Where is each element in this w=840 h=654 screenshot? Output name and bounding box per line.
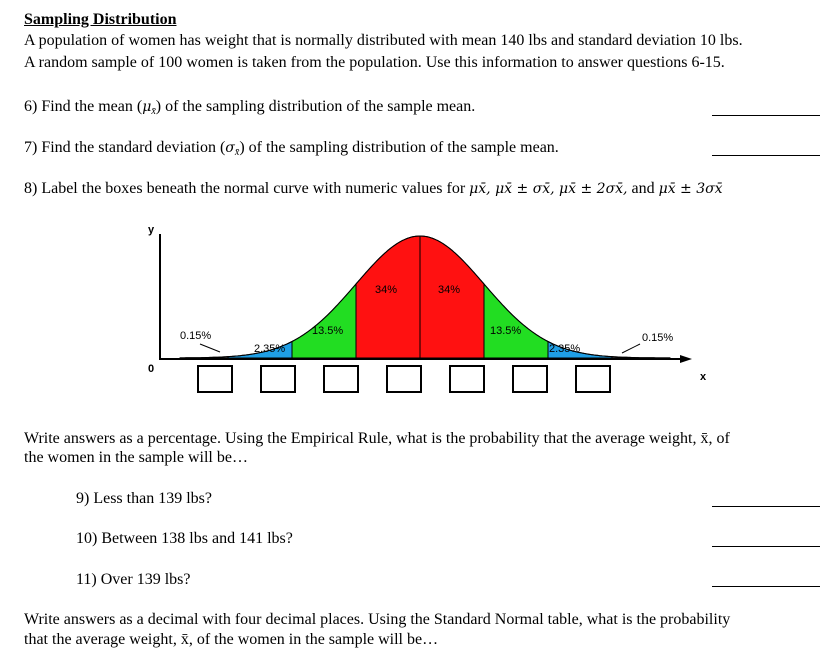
answer-blank-10[interactable] xyxy=(712,546,820,547)
region-label: 34% xyxy=(375,284,398,296)
region-label: 2.35% xyxy=(549,343,581,355)
question-10: 10) Between 138 lbs and 141 lbs? xyxy=(76,530,293,547)
normal-instructions-1: Write answers as a decimal with four decimal places. Using the Standard Normal table, what is the probability xyxy=(24,611,731,628)
origin-label: 0 xyxy=(148,363,155,375)
curve-region xyxy=(356,236,420,358)
answer-box[interactable] xyxy=(261,366,295,392)
x-axis-arrow xyxy=(680,355,692,363)
question-6: 6) Find the mean $(\mu_{x̄})$ of the sampling distribution of the sample mean. xyxy=(24,98,476,117)
section-title: Sampling Distribution xyxy=(24,11,177,28)
answer-box[interactable] xyxy=(513,366,547,392)
answer-box[interactable] xyxy=(387,366,421,392)
answer-box[interactable] xyxy=(324,366,358,392)
question-9: 9) Less than 139 lbs? xyxy=(76,490,212,507)
region-label: 0.15% xyxy=(642,332,674,344)
empirical-instructions-1: Write answers as a percentage. Using the Empirical Rule, what is the probability that the average weight, x̄, of xyxy=(24,430,730,447)
empirical-instructions-2: the women in the sample will be… xyxy=(24,449,248,466)
answer-box[interactable] xyxy=(576,366,610,392)
normal-instructions-2: that the average weight, x̄, of the women in the sample will be… xyxy=(24,631,439,648)
label-pointer xyxy=(622,344,640,353)
region-label: 2.35% xyxy=(254,343,286,355)
label-pointer xyxy=(200,344,220,352)
y-axis-label: y xyxy=(148,224,155,236)
region-label: 13.5% xyxy=(312,325,344,337)
question-7: 7) Find the standard deviation $(\sigma_{x̄})$ of the sampling distribution of the sample mean. xyxy=(24,139,559,158)
intro-line-2: A random sample of 100 women is taken from the population. Use this information to answer questions 6-15. xyxy=(24,54,725,71)
question-8: 8) Label the boxes beneath the normal curve with numeric values for μx̄, μx̄ ± σx̄, μx̄ ± 2σx̄, and μx̄ ± 3σx̄ xyxy=(24,180,723,197)
answer-blank-9[interactable] xyxy=(712,506,820,507)
region-label: 13.5% xyxy=(490,325,522,337)
region-label: 0.15% xyxy=(180,330,212,342)
question-11: 11) Over 139 lbs? xyxy=(76,571,191,588)
answer-box[interactable] xyxy=(198,366,232,392)
answer-box[interactable] xyxy=(450,366,484,392)
curve-region xyxy=(420,236,484,358)
region-label: 34% xyxy=(438,284,461,296)
intro-line-1: A population of women has weight that is normally distributed with mean 140 lbs and standard deviation 10 lbs. xyxy=(24,32,743,49)
answer-blank-11[interactable] xyxy=(712,586,820,587)
x-axis-label: x xyxy=(700,371,707,383)
